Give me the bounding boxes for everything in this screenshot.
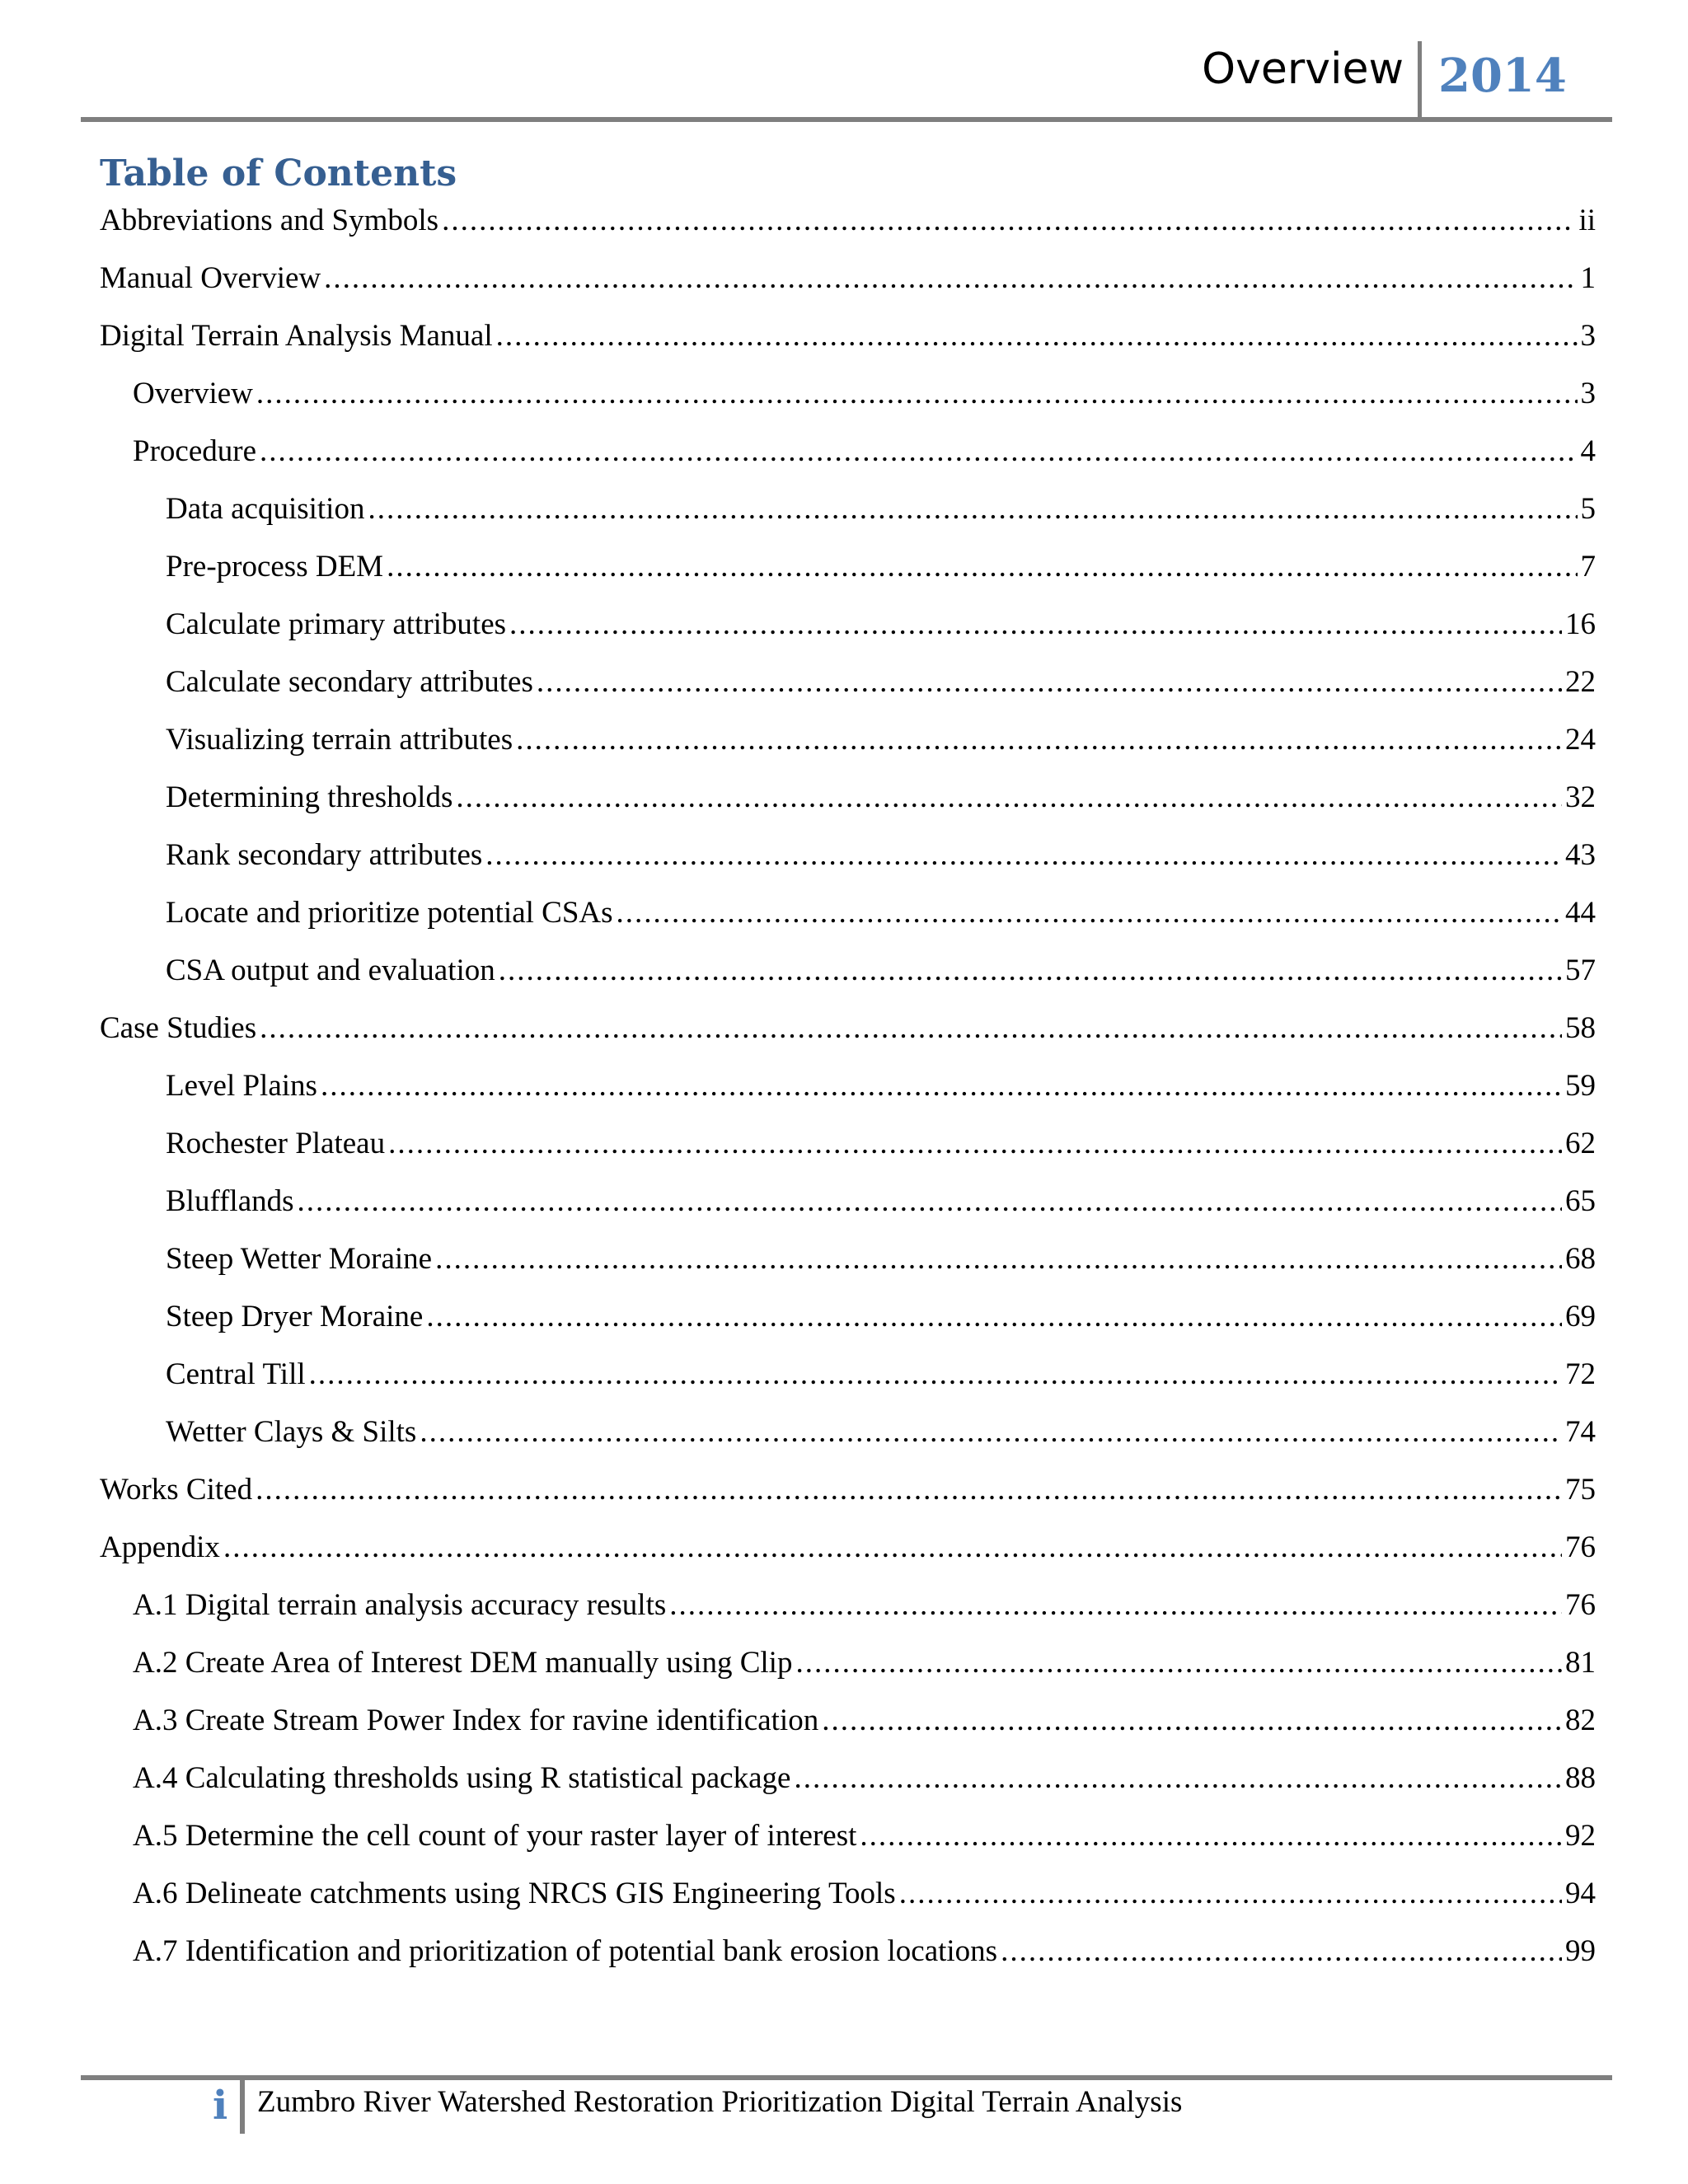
toc-entry-page: 16: [1565, 607, 1596, 641]
toc-entry-label: Manual Overview: [100, 261, 321, 295]
toc-entry[interactable]: [100, 1813, 1596, 1871]
toc-entry-page: 58: [1565, 1011, 1596, 1045]
toc-dot-leader: [260, 1005, 1562, 1052]
toc-dot-leader: [368, 486, 1577, 532]
toc-dot-leader: [260, 429, 1578, 475]
toc-entry-page: 74: [1565, 1415, 1596, 1449]
toc-dot-leader: [256, 371, 1578, 417]
toc-heading: Table of Contents: [100, 152, 457, 194]
header-divider: [1418, 41, 1422, 117]
toc-dot-leader: [435, 1236, 1562, 1282]
toc-entry-page: 4: [1580, 434, 1596, 468]
toc-entry[interactable]: [100, 948, 1596, 1005]
toc-entry-label: Procedure: [133, 434, 256, 468]
header-year: 2014: [1438, 49, 1567, 103]
toc-entry-page: 3: [1580, 377, 1596, 410]
header-section-title: Overview: [1202, 45, 1404, 94]
toc-entry-page: 5: [1580, 492, 1596, 526]
toc-entry[interactable]: [100, 1871, 1596, 1929]
toc-dot-leader: [794, 1755, 1562, 1802]
toc-entry[interactable]: [100, 544, 1596, 602]
toc-entry-page: 62: [1565, 1127, 1596, 1160]
toc-entry-page: 72: [1565, 1357, 1596, 1391]
toc-entry[interactable]: [100, 313, 1596, 371]
toc-entry[interactable]: [100, 1698, 1596, 1755]
toc-entry[interactable]: [100, 1294, 1596, 1352]
toc-entry-page: 75: [1565, 1473, 1596, 1507]
toc-entry-label: Wetter Clays & Silts: [166, 1415, 417, 1449]
toc-entry[interactable]: [100, 1409, 1596, 1467]
toc-entry-label: Abbreviations and Symbols: [100, 204, 439, 237]
toc-entry[interactable]: [100, 602, 1596, 659]
toc-entry[interactable]: [100, 371, 1596, 429]
toc-entry-label: A.7 Identification and prioritization of potential bank erosion locations: [133, 1934, 998, 1968]
toc-dot-leader: [420, 1409, 1562, 1455]
toc-entry[interactable]: [100, 255, 1596, 313]
toc-entry-label: A.2 Create Area of Interest DEM manually using Clip: [133, 1646, 793, 1680]
toc-entry-label: Works Cited: [100, 1473, 253, 1507]
toc-entry[interactable]: [100, 890, 1596, 948]
toc-dot-leader: [485, 832, 1562, 879]
header-rule: [81, 117, 1612, 122]
toc-entry-label: Determining thresholds: [166, 780, 453, 814]
toc-entry-page: 57: [1565, 954, 1596, 987]
toc-dot-leader: [324, 255, 1577, 302]
toc-entry-page: 32: [1565, 780, 1596, 814]
toc-entry-label: Central Till: [166, 1357, 306, 1391]
toc-entry[interactable]: [100, 1121, 1596, 1179]
toc-dot-leader: [1001, 1929, 1562, 1975]
toc-dot-leader: [669, 1582, 1562, 1629]
toc-entry-page: 44: [1565, 896, 1596, 930]
toc-entry[interactable]: [100, 775, 1596, 832]
toc-dot-leader: [321, 1063, 1562, 1109]
toc-entry-label: Locate and prioritize potential CSAs: [166, 896, 613, 930]
toc-entry[interactable]: [100, 429, 1596, 486]
toc-entry[interactable]: [100, 1640, 1596, 1698]
toc-entry[interactable]: [100, 1005, 1596, 1063]
toc-entry[interactable]: [100, 1352, 1596, 1409]
toc-entry[interactable]: [100, 1755, 1596, 1813]
toc-dot-leader: [298, 1179, 1562, 1225]
toc-entry-label: Steep Wetter Moraine: [166, 1242, 433, 1276]
toc-entry-page: 94: [1565, 1877, 1596, 1910]
toc-entry-label: A.6 Delineate catchments using NRCS GIS Engineering Tools: [133, 1877, 896, 1910]
toc-entry-label: Data acquisition: [166, 492, 365, 526]
toc-entry[interactable]: [100, 486, 1596, 544]
toc-dot-leader: [516, 717, 1562, 763]
toc-dot-leader: [456, 775, 1562, 821]
toc-dot-leader: [822, 1698, 1562, 1744]
toc-entry-page: 1: [1580, 261, 1596, 295]
toc-dot-leader: [509, 602, 1562, 648]
toc-entry-page: 68: [1565, 1242, 1596, 1276]
toc-entry-label: A.5 Determine the cell count of your raster layer of interest: [133, 1819, 857, 1853]
toc-dot-leader: [860, 1813, 1562, 1859]
footer-document-title: Zumbro River Watershed Restoration Prioritization Digital Terrain Analysis: [257, 2085, 1183, 2119]
toc-entry[interactable]: [100, 198, 1596, 255]
toc-entry[interactable]: [100, 1929, 1596, 1986]
toc-entry-label: A.1 Digital terrain analysis accuracy results: [133, 1588, 667, 1622]
toc-dot-leader: [223, 1525, 1562, 1571]
toc-entry-page: 99: [1565, 1934, 1596, 1968]
toc-entry-page: 88: [1565, 1761, 1596, 1795]
toc-entry[interactable]: [100, 717, 1596, 775]
toc-entry-label: Digital Terrain Analysis Manual: [100, 319, 493, 353]
toc-entry-page: 7: [1580, 550, 1596, 583]
toc-entry-label: CSA output and evaluation: [166, 954, 495, 987]
toc-dot-leader: [387, 544, 1577, 590]
toc-entry-page: 69: [1565, 1300, 1596, 1333]
toc-entry-page: 24: [1565, 723, 1596, 757]
toc-entry-label: Appendix: [100, 1530, 220, 1564]
toc-dot-leader: [899, 1871, 1562, 1917]
toc-entry[interactable]: [100, 1467, 1596, 1525]
toc-entry-label: Steep Dryer Moraine: [166, 1300, 424, 1333]
toc-entry-page: 59: [1565, 1069, 1596, 1103]
toc-dot-leader: [256, 1467, 1562, 1513]
toc-entry-label: Rank secondary attributes: [166, 838, 483, 872]
toc-dot-leader: [442, 198, 1575, 244]
toc-entry[interactable]: [100, 659, 1596, 717]
toc-dot-leader: [496, 313, 1578, 359]
toc-entry[interactable]: [100, 1582, 1596, 1640]
toc-entry-label: Calculate primary attributes: [166, 607, 507, 641]
toc-entry-page: 92: [1565, 1819, 1596, 1853]
toc-entry-label: Calculate secondary attributes: [166, 665, 533, 699]
footer-page-number: i: [213, 2083, 228, 2129]
toc-entry-page: 76: [1565, 1588, 1596, 1622]
toc-dot-leader: [426, 1294, 1562, 1340]
toc-entry-label: Visualizing terrain attributes: [166, 723, 513, 757]
footer-divider: [240, 2078, 245, 2134]
toc-entry-label: Overview: [133, 377, 253, 410]
toc-dot-leader: [388, 1121, 1562, 1167]
toc-entry-page: 76: [1565, 1530, 1596, 1564]
toc-entry[interactable]: [100, 1525, 1596, 1582]
toc-entry-page: 65: [1565, 1184, 1596, 1218]
toc-entry-label: Pre-process DEM: [166, 550, 384, 583]
toc-entry-page: 81: [1565, 1646, 1596, 1680]
toc-entry-label: Level Plains: [166, 1069, 317, 1103]
toc-entry[interactable]: [100, 832, 1596, 890]
toc-entry-page: 3: [1580, 319, 1596, 353]
toc-dot-leader: [537, 659, 1562, 705]
toc-entry-label: Blufflands: [166, 1184, 294, 1218]
toc-entry-label: A.3 Create Stream Power Index for ravine identification: [133, 1704, 819, 1737]
toc-entry-label: A.4 Calculating thresholds using R statistical package: [133, 1761, 791, 1795]
toc-entry-page: ii: [1578, 204, 1596, 237]
toc-entry-label: Case Studies: [100, 1011, 257, 1045]
toc-dot-leader: [309, 1352, 1562, 1398]
toc-dot-leader: [795, 1640, 1562, 1686]
toc-dot-leader: [617, 890, 1562, 936]
toc-entry-label: Rochester Plateau: [166, 1127, 386, 1160]
table-of-contents: [100, 198, 1596, 1986]
toc-entry[interactable]: [100, 1236, 1596, 1294]
toc-entry[interactable]: [100, 1063, 1596, 1121]
toc-entry[interactable]: [100, 1179, 1596, 1236]
toc-entry-page: 43: [1565, 838, 1596, 872]
toc-entry-page: 22: [1565, 665, 1596, 699]
toc-entry-page: 82: [1565, 1704, 1596, 1737]
footer-rule: [81, 2075, 1612, 2080]
toc-dot-leader: [499, 948, 1562, 994]
